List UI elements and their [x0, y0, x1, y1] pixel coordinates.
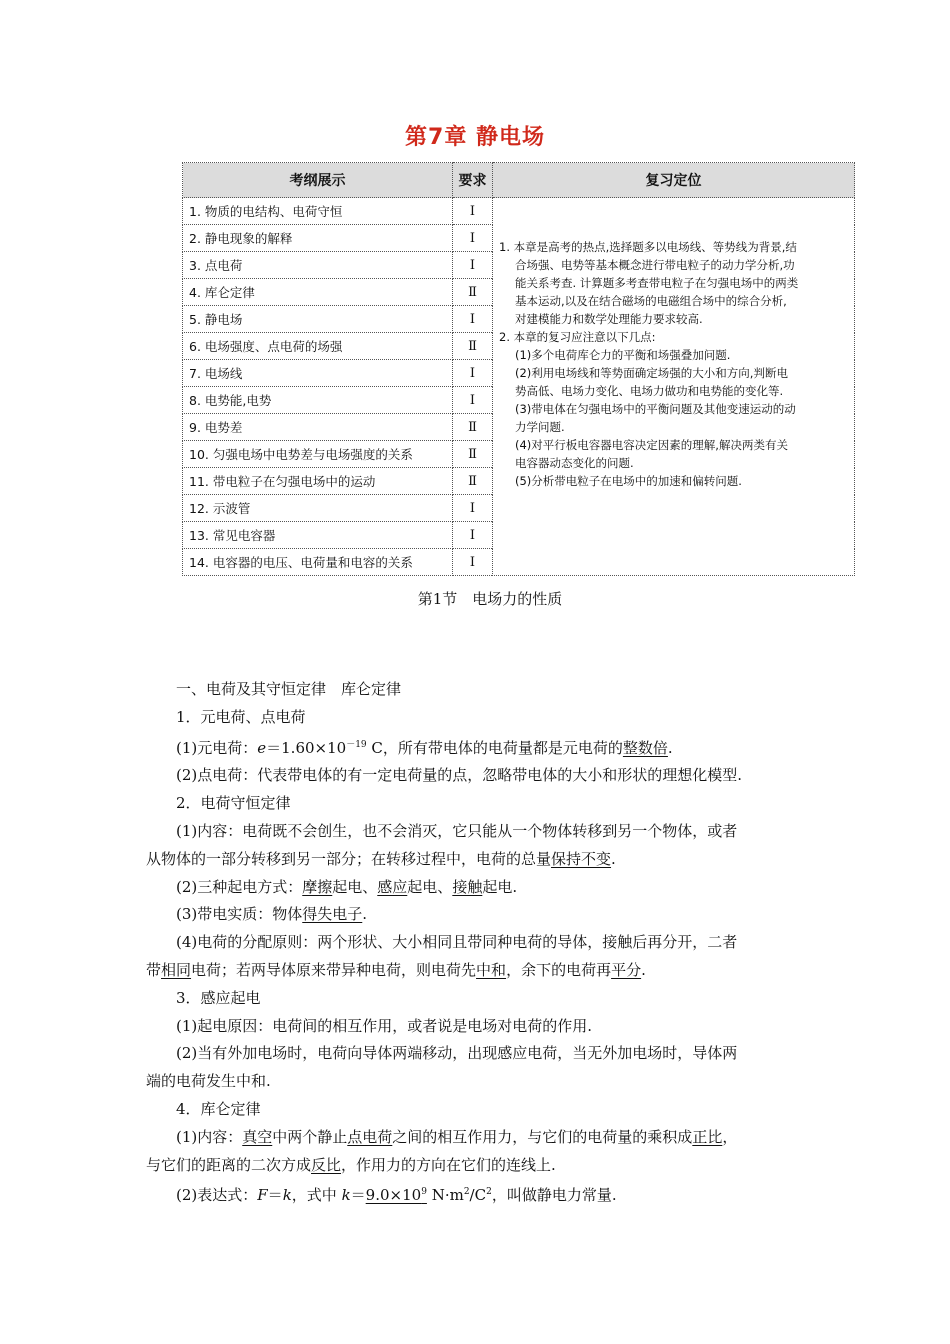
blank-answer: 点电荷 — [347, 1127, 393, 1146]
requirement-level: Ⅰ — [453, 198, 493, 225]
review-p2-line: (3)带电体在匀强电场中的平衡问题及其他变速运动的动 — [515, 402, 796, 416]
para-conservation-content-cont: 从物体的一部分转移到另一部分；在转移过程中，电荷的总量保持不变. — [146, 849, 616, 868]
review-p2-line: (4)对平行板电容器电容决定因素的理解,解决两类有关 — [515, 438, 788, 452]
para-distribution-principle-cont: 带相同电荷；若两导体原来带异种电荷，则电荷先中和，余下的电荷再平分. — [146, 960, 646, 979]
para-charging-methods: (2)三种起电方式：摩擦起电、感应起电、接触起电. — [176, 877, 518, 896]
review-p1-line: 对建模能力和数学处理能力要求较高. — [515, 312, 703, 326]
para-induction-cause: (1)起电原因：电荷间的相互作用，或者说是电场对电荷的作用. — [176, 1016, 593, 1035]
blank-answer: 感应 — [377, 877, 408, 896]
blank-answer: 真空 — [242, 1127, 273, 1146]
blank-answer: 正比 — [692, 1127, 723, 1146]
syllabus-item: 13. 常见电容器 — [183, 522, 453, 549]
review-p1-line: 能关系考查. 计算题多考查带电粒子在匀强电场中的两类 — [515, 276, 799, 290]
table-row — [183, 198, 855, 225]
header-requirement: 要求 — [453, 163, 493, 198]
syllabus-item: 11. 带电粒子在匀强电场中的运动 — [183, 468, 453, 495]
para-coulomb-content-cont: 与它们的距离的二次方成反比，作用力的方向在它们的连线上. — [146, 1155, 556, 1174]
review-p2-line: 力学问题. — [515, 420, 565, 434]
para-elementary-charge: (1)元电荷：$e=1.60\times 10^{-19}$ C，所有带电体的电荷量都是元电荷的整数倍. — [176, 738, 673, 757]
syllabus-item: 8. 电势能,电势 — [183, 387, 453, 414]
subheading-conservation-law: 2．电荷守恒定律 — [176, 794, 291, 813]
requirement-level: Ⅰ — [453, 225, 493, 252]
para-distribution-principle: (4)电荷的分配原则：两个形状、大小相同且带同种电荷的导体，接触后再分开，二者 — [176, 933, 738, 952]
blank-answer: 反比 — [311, 1155, 342, 1174]
review-p2-line: 势高低、电场力变化、电场力做功和电势能的变化等. — [515, 384, 784, 398]
review-p2-line: (1)多个电荷库仑力的平衡和场强叠加问题. — [515, 348, 731, 362]
blank-answer: 平分 — [611, 960, 642, 979]
syllabus-item: 12. 示波管 — [183, 495, 453, 522]
requirement-level: Ⅰ — [453, 522, 493, 549]
para-induction-field-cont: 端的电荷发生中和. — [146, 1072, 271, 1091]
blank-answer: 接触 — [452, 877, 483, 896]
blank-answer: $9.0\times 10^9$ — [365, 1186, 427, 1205]
requirement-level: Ⅰ — [453, 252, 493, 279]
chapter-title: 第7章 静电场 — [405, 125, 545, 150]
review-p2-line: 电容器动态变化的问题. — [515, 456, 634, 470]
syllabus-table — [182, 162, 855, 576]
requirement-level: Ⅰ — [453, 360, 493, 387]
review-p1-line: 基本运动,以及在结合磁场的电磁组合场中的综合分析, — [515, 294, 787, 308]
blank-answer: 整数倍 — [622, 738, 668, 757]
blank-answer: 摩擦 — [302, 877, 333, 896]
review-p2-heading: 2. 本章的复习应注意以下几点: — [499, 330, 656, 344]
review-position-text — [493, 198, 855, 576]
subheading-coulomb-law: 4．库仑定律 — [176, 1099, 261, 1118]
syllabus-item: 6. 电场强度、点电荷的场强 — [183, 333, 453, 360]
syllabus-item: 5. 静电场 — [183, 306, 453, 333]
para-coulomb-content: (1)内容：真空中两个静止点电荷之间的相互作用力，与它们的电荷量的乘积成正比， — [176, 1127, 738, 1146]
para-coulomb-formula: (2)表达式：F＝k，式中 $k=9.0\times 10^9$ $N\cdot m^2/C^2$，叫做静电力常量. — [176, 1186, 617, 1205]
requirement-level: Ⅱ — [453, 414, 493, 441]
para-charging-essence: (3)带电实质：物体得失电子. — [176, 905, 368, 924]
para-point-charge: (2)点电荷：代表带电体的有一定电荷量的点，忽略带电体的大小和形状的理想化模型. — [176, 766, 743, 785]
blank-answer: 得失电子 — [302, 905, 363, 924]
requirement-level: Ⅱ — [453, 441, 493, 468]
requirement-level: Ⅰ — [453, 495, 493, 522]
syllabus-item: 1. 物质的电结构、电荷守恒 — [183, 198, 453, 225]
syllabus-item: 7. 电场线 — [183, 360, 453, 387]
syllabus-item: 2. 静电现象的解释 — [183, 225, 453, 252]
heading-charge-conservation: 一、电荷及其守恒定律 库仑定律 — [176, 680, 402, 698]
syllabus-item: 4. 库仑定律 — [183, 279, 453, 306]
requirement-level: Ⅱ — [453, 468, 493, 495]
blank-answer: 保持不变 — [551, 849, 612, 868]
section-title: 第1节 电场力的性质 — [417, 590, 563, 608]
syllabus-item: 10. 匀强电场中电势差与电场强度的关系 — [183, 441, 453, 468]
blank-answer: 中和 — [476, 960, 507, 979]
subheading-elementary-charge: 1．元电荷、点电荷 — [176, 707, 306, 726]
requirement-level: Ⅱ — [453, 279, 493, 306]
requirement-level: Ⅱ — [453, 333, 493, 360]
review-p2-line: (5)分析带电粒子在电场中的加速和偏转问题. — [515, 474, 742, 488]
blank-answer: 相同 — [161, 960, 192, 979]
review-p2-line: (2)利用电场线和等势面确定场强的大小和方向,判断电 — [515, 366, 788, 380]
para-conservation-content: (1)内容：电荷既不会创生，也不会消灭，它只能从一个物体转移到另一个物体，或者 — [176, 821, 738, 840]
subheading-induction: 3．感应起电 — [176, 988, 261, 1007]
requirement-level: Ⅰ — [453, 387, 493, 414]
header-syllabus: 考纲展示 — [183, 163, 453, 198]
review-p1-line: 1. 本章是高考的热点,选择题多以电场线、等势线为背景,结 — [499, 240, 797, 254]
requirement-level: Ⅰ — [453, 306, 493, 333]
lesson-body — [146, 676, 808, 1210]
syllabus-item: 3. 点电荷 — [183, 252, 453, 279]
table-header-row — [183, 163, 855, 198]
syllabus-item: 14. 电容器的电压、电荷量和电容的关系 — [183, 549, 453, 576]
review-p1-line: 合场强、电势等基本概念进行带电粒子的动力学分析,功 — [515, 258, 795, 272]
syllabus-item: 9. 电势差 — [183, 414, 453, 441]
requirement-level: Ⅰ — [453, 549, 493, 576]
header-review-position: 复习定位 — [493, 163, 855, 198]
para-induction-field: (2)当有外加电场时，电荷向导体两端移动，出现感应电荷，当无外加电场时，导体两 — [176, 1044, 738, 1063]
